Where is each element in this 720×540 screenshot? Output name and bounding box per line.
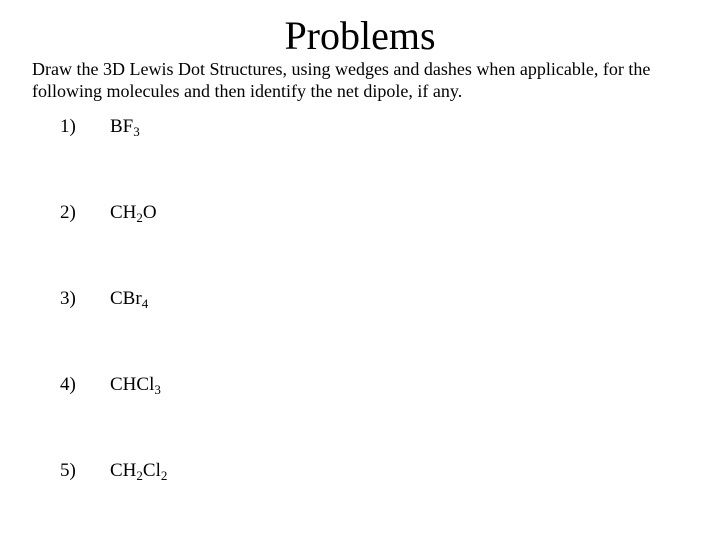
problem-formula — [110, 456, 167, 486]
problem-formula — [110, 198, 157, 228]
formula-subscript: 2 — [160, 468, 168, 483]
slide-title: Problems — [284, 13, 436, 58]
problem-item — [60, 198, 360, 228]
formula-part: CH — [110, 202, 137, 223]
formula-subscript: 3 — [154, 382, 161, 397]
problem-number: 2) — [60, 202, 76, 223]
problem-formula — [110, 112, 140, 142]
formula-subscript: 3 — [133, 124, 140, 139]
problem-number: 1) — [60, 116, 76, 137]
problem-number: 3) — [60, 288, 76, 309]
problem-item — [60, 112, 360, 142]
formula-subscript: 4 — [141, 296, 149, 311]
problem-formula — [110, 284, 148, 314]
formula-part: Cl — [142, 460, 161, 481]
formula-part: CHCl — [110, 374, 155, 395]
formula-part: BF — [110, 116, 134, 137]
instructions-text: Draw the 3D Lewis Dot Structures, using wedges and dashes when applicable, for the following molecules and then identify the net dipole, if any. — [32, 59, 651, 101]
problem-item — [60, 284, 360, 314]
problem-item — [60, 456, 360, 486]
formula-part: CH — [110, 460, 137, 481]
formula-subscript: 2 — [136, 210, 143, 225]
problem-item — [60, 370, 360, 400]
formula-subscript: 2 — [136, 468, 143, 483]
problem-formula — [110, 370, 161, 400]
formula-part: CBr — [110, 288, 142, 309]
problem-number: 5) — [60, 460, 76, 481]
formula-part: O — [142, 202, 157, 223]
problem-number: 4) — [60, 374, 76, 395]
